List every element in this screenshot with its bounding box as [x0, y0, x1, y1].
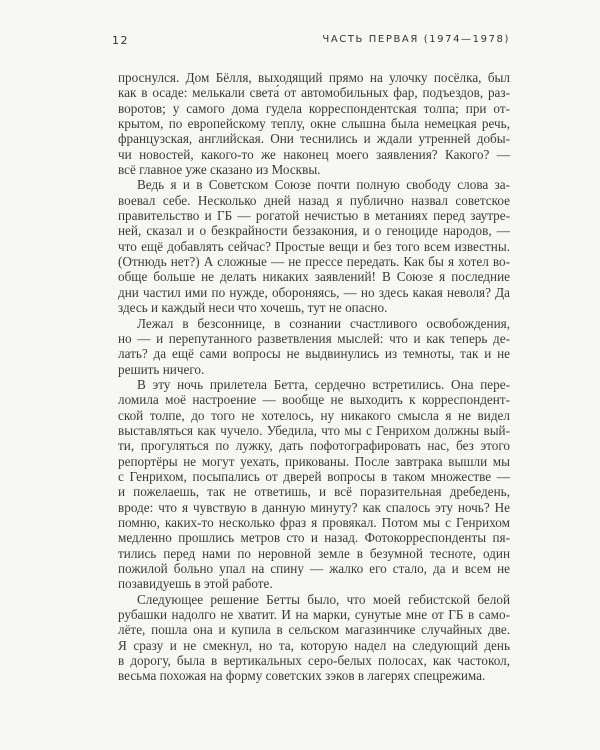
- body-text: [118, 70, 510, 684]
- text-line: тились перед нами по неровной земле в безумной тесноте, один: [118, 545, 510, 561]
- text-line: воротов; у самого дома гудела корреспондентская толпа; при от-: [118, 100, 510, 116]
- text-line: в дорогу, была в вертикальных серо-белых полосах, как частокол,: [118, 653, 510, 669]
- text-line: вроде: что я чувствую в данную минуту? как спалось эту ночь? Не: [118, 499, 510, 515]
- text-line: ской толпе, до того не хотелось, ну никакого смысла я не видел: [118, 407, 510, 423]
- text-line: ней, сказал и о безкрайности беззакония, и о геноциде народов, —: [118, 223, 510, 239]
- text-line: с Генрихом, посыпались от дверей вопросы в таком множестве —: [118, 468, 510, 484]
- running-head: ЧАСТЬ ПЕРВАЯ (1974—1978): [322, 34, 510, 45]
- paragraph: [118, 316, 510, 377]
- text-line: обще больше не делать никаких заявлений! В Союзе я последние: [118, 269, 510, 285]
- text-line: Лежал в безсоннице, в сознании счастливого освобождения,: [137, 315, 510, 331]
- text-line: Я сразу и не смекнул, но та, которую надел на следующий день: [118, 637, 510, 653]
- text-line: репортёры не могут уехать, прикованы. После завтрака вышли мы: [118, 453, 510, 469]
- text-line: выставляться как чучело. Убедила, что мы с Генрихом должны вый-: [118, 422, 510, 438]
- text-line: В эту ночь прилетела Бетта, сердечно встретились. Она пере-: [137, 376, 510, 392]
- text-line: Ведь я и в Советском Союзе почти полную свободу слова за-: [137, 177, 510, 193]
- text-line: лать? да ещё сами вопросы не выдвинулись из темноты, так и не: [118, 346, 510, 362]
- text-line: ломила моё настроение — вообще не выходить к корреспондент-: [118, 392, 510, 408]
- text-line: как в осаде: мелькали света́ от автомобильных фар, подъездов, раз-: [118, 85, 510, 101]
- text-line: решить ничего.: [118, 361, 205, 377]
- text-line: медленно прошлись метров сто и назад. Фотокорреспонденты пя-: [118, 530, 510, 546]
- text-line: французская, английская. Они теснились и ждали утренней добы-: [118, 131, 510, 147]
- text-line: что ещё добавлять сейчас? Простые вещи и без того всем известны.: [118, 238, 510, 254]
- text-line: пожилой больно упал на спину — жалко его стало, да и всем не: [118, 561, 510, 576]
- page-number: 12: [112, 34, 129, 47]
- paragraph: [118, 177, 510, 315]
- text-line: рубашки надолго не хватит. И на марки, сунутые мне от ГБ в само-: [118, 607, 510, 623]
- text-line: чи новостей, какого-то же наконец моего заявления? Какого? —: [118, 146, 510, 162]
- text-line: весьма похожая на форму советских зэков в лагерях спецрежима.: [118, 668, 486, 684]
- text-line: воевал себе. Несколько дней назад я публично назвал советское: [118, 192, 510, 208]
- text-line: лёте, пошла она и купила в сельском магазинчике случайных две.: [118, 622, 510, 638]
- text-line: (Отнюдь нет?) А сложные — не прессе передать. Как бы я хотел во-: [118, 254, 510, 270]
- text-line: помню, каких-то несколько фраз я провякал. Потом мы с Генрихом: [118, 514, 510, 530]
- text-line: позавидуешь в этой работе.: [118, 576, 273, 592]
- text-line: всё главное уже сказано из Москвы.: [118, 162, 321, 178]
- paragraph: [118, 377, 510, 592]
- text-line: ти, прогуляться по лужку, дать пофотографировать нас, без этого: [118, 438, 510, 454]
- paragraph: [118, 70, 510, 177]
- text-line: здесь и каждый неси что хочешь, тут не опасно.: [118, 300, 388, 316]
- text-line: проснулся. Дом Бёлля, выходящий прямо на улочку посёлка, был: [118, 70, 510, 85]
- text-line: но — и перепутанного разветвления мыслей: что и как теперь де-: [118, 330, 510, 346]
- text-line: и пожелаешь, так не ответишь, и всё поразительная дребедень,: [118, 484, 510, 500]
- text-line: крытом, по европейскому теплу, окне слышна была немецкая речь,: [118, 116, 510, 132]
- paragraph: [118, 592, 510, 684]
- text-line: Следующее решение Бетты было, что моей гебистской белой: [137, 591, 510, 607]
- text-line: правительство и ГБ — рогатой нечистью в метаниях перед заутре-: [118, 208, 510, 224]
- text-line: дни частил ими по нужде, обороняясь, — но здесь какая неволя? Да: [118, 284, 510, 300]
